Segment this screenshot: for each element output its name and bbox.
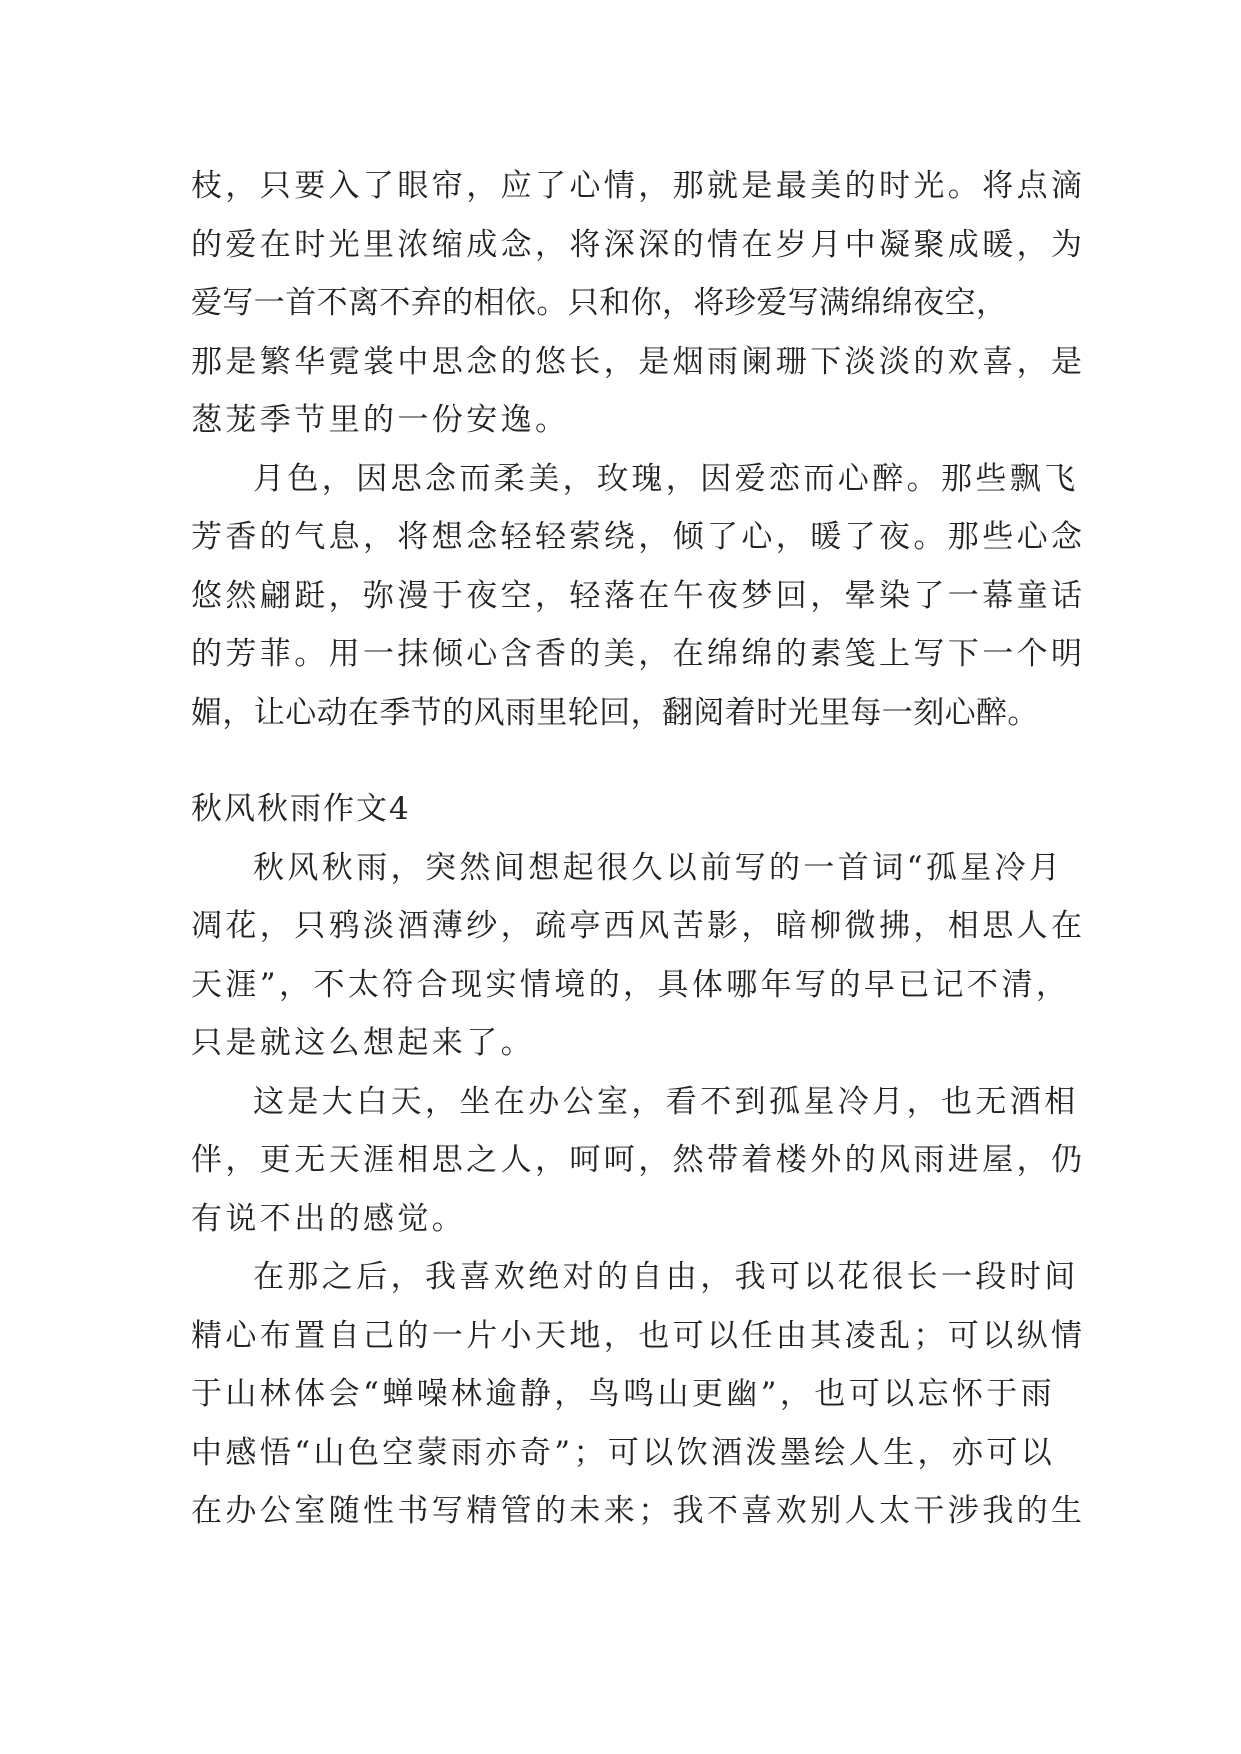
paragraph-line: 有说不出的感觉。: [191, 1201, 467, 1237]
paragraph-line: 这是大白天，坐在办公室，看不到孤星冷月，也无酒相: [253, 1084, 1079, 1120]
paragraph-line: 伴，更无天涯相思之人，呵呵，然带着楼外的风雨进屋，仍: [191, 1142, 1086, 1178]
paragraph-line: 精心布置自己的一片小天地，也可以任由其凌乱；可以纵情: [191, 1318, 1086, 1354]
paragraph-line: 在办公室随性书写精管的未来；我不喜欢别人太干涉我的生: [191, 1493, 1086, 1529]
paragraph-line: 凋花，只鸦淡酒薄纱，疏亭西风苦影，暗柳微拂，相思人在: [191, 908, 1086, 944]
paragraph-line: 在那之后，我喜欢绝对的自由，我可以花很长一段时间: [253, 1259, 1079, 1295]
paragraph-line: 月色，因思念而柔美，玫瑰，因爱恋而心醉。那些飘飞: [253, 461, 1079, 497]
paragraph-line: 中感悟“山色空蒙雨亦奇”；可以饮酒泼墨绘人生，亦可以: [191, 1435, 1056, 1471]
paragraph-line: 天涯”，不太符合现实情境的，具体哪年写的早已记不清，: [191, 967, 1071, 1003]
paragraph-line: 秋风秋雨，突然间想起很久以前写的一首词“孤星冷月: [253, 850, 1064, 886]
paragraph-line: 那是繁华霓裳中思念的悠长，是烟雨阑珊下淡淡的欢喜，是: [191, 344, 1086, 380]
paragraph-line: 葱茏季节里的一份安逸。: [191, 402, 570, 438]
paragraph-line: 于山林体会“蝉噪林逾静，鸟鸣山更幽”，也可以忘怀于雨: [191, 1376, 1056, 1412]
paragraph-line: 芳香的气息，将想念轻轻萦绕，倾了心，暖了夜。那些心念: [191, 519, 1086, 555]
paragraph-line: 悠然翩跹，弥漫于夜空，轻落在午夜梦回，晕染了一幕童话: [191, 578, 1086, 614]
paragraph-line: 媚，让心动在季节的风雨里轮回，翻阅着时光里每一刻心醉。: [191, 695, 1039, 731]
paragraph-line: 的芳菲。用一抹倾心含香的美，在绵绵的素笺上写下一个明: [191, 636, 1086, 672]
section-heading: 秋风秋雨作文4: [191, 791, 411, 827]
paragraph-line: 枝，只要入了眼帘，应了心情，那就是最美的时光。将点滴: [191, 168, 1086, 204]
paragraph-line: 爱写一首不离不弃的相依。只和你，将珍爱写满绵绵夜空，: [191, 285, 1008, 321]
paragraph-line: 只是就这么想起来了。: [191, 1025, 535, 1061]
paragraph-line: 的爱在时光里浓缩成念，将深深的情在岁月中凝聚成暖，为: [191, 227, 1086, 263]
